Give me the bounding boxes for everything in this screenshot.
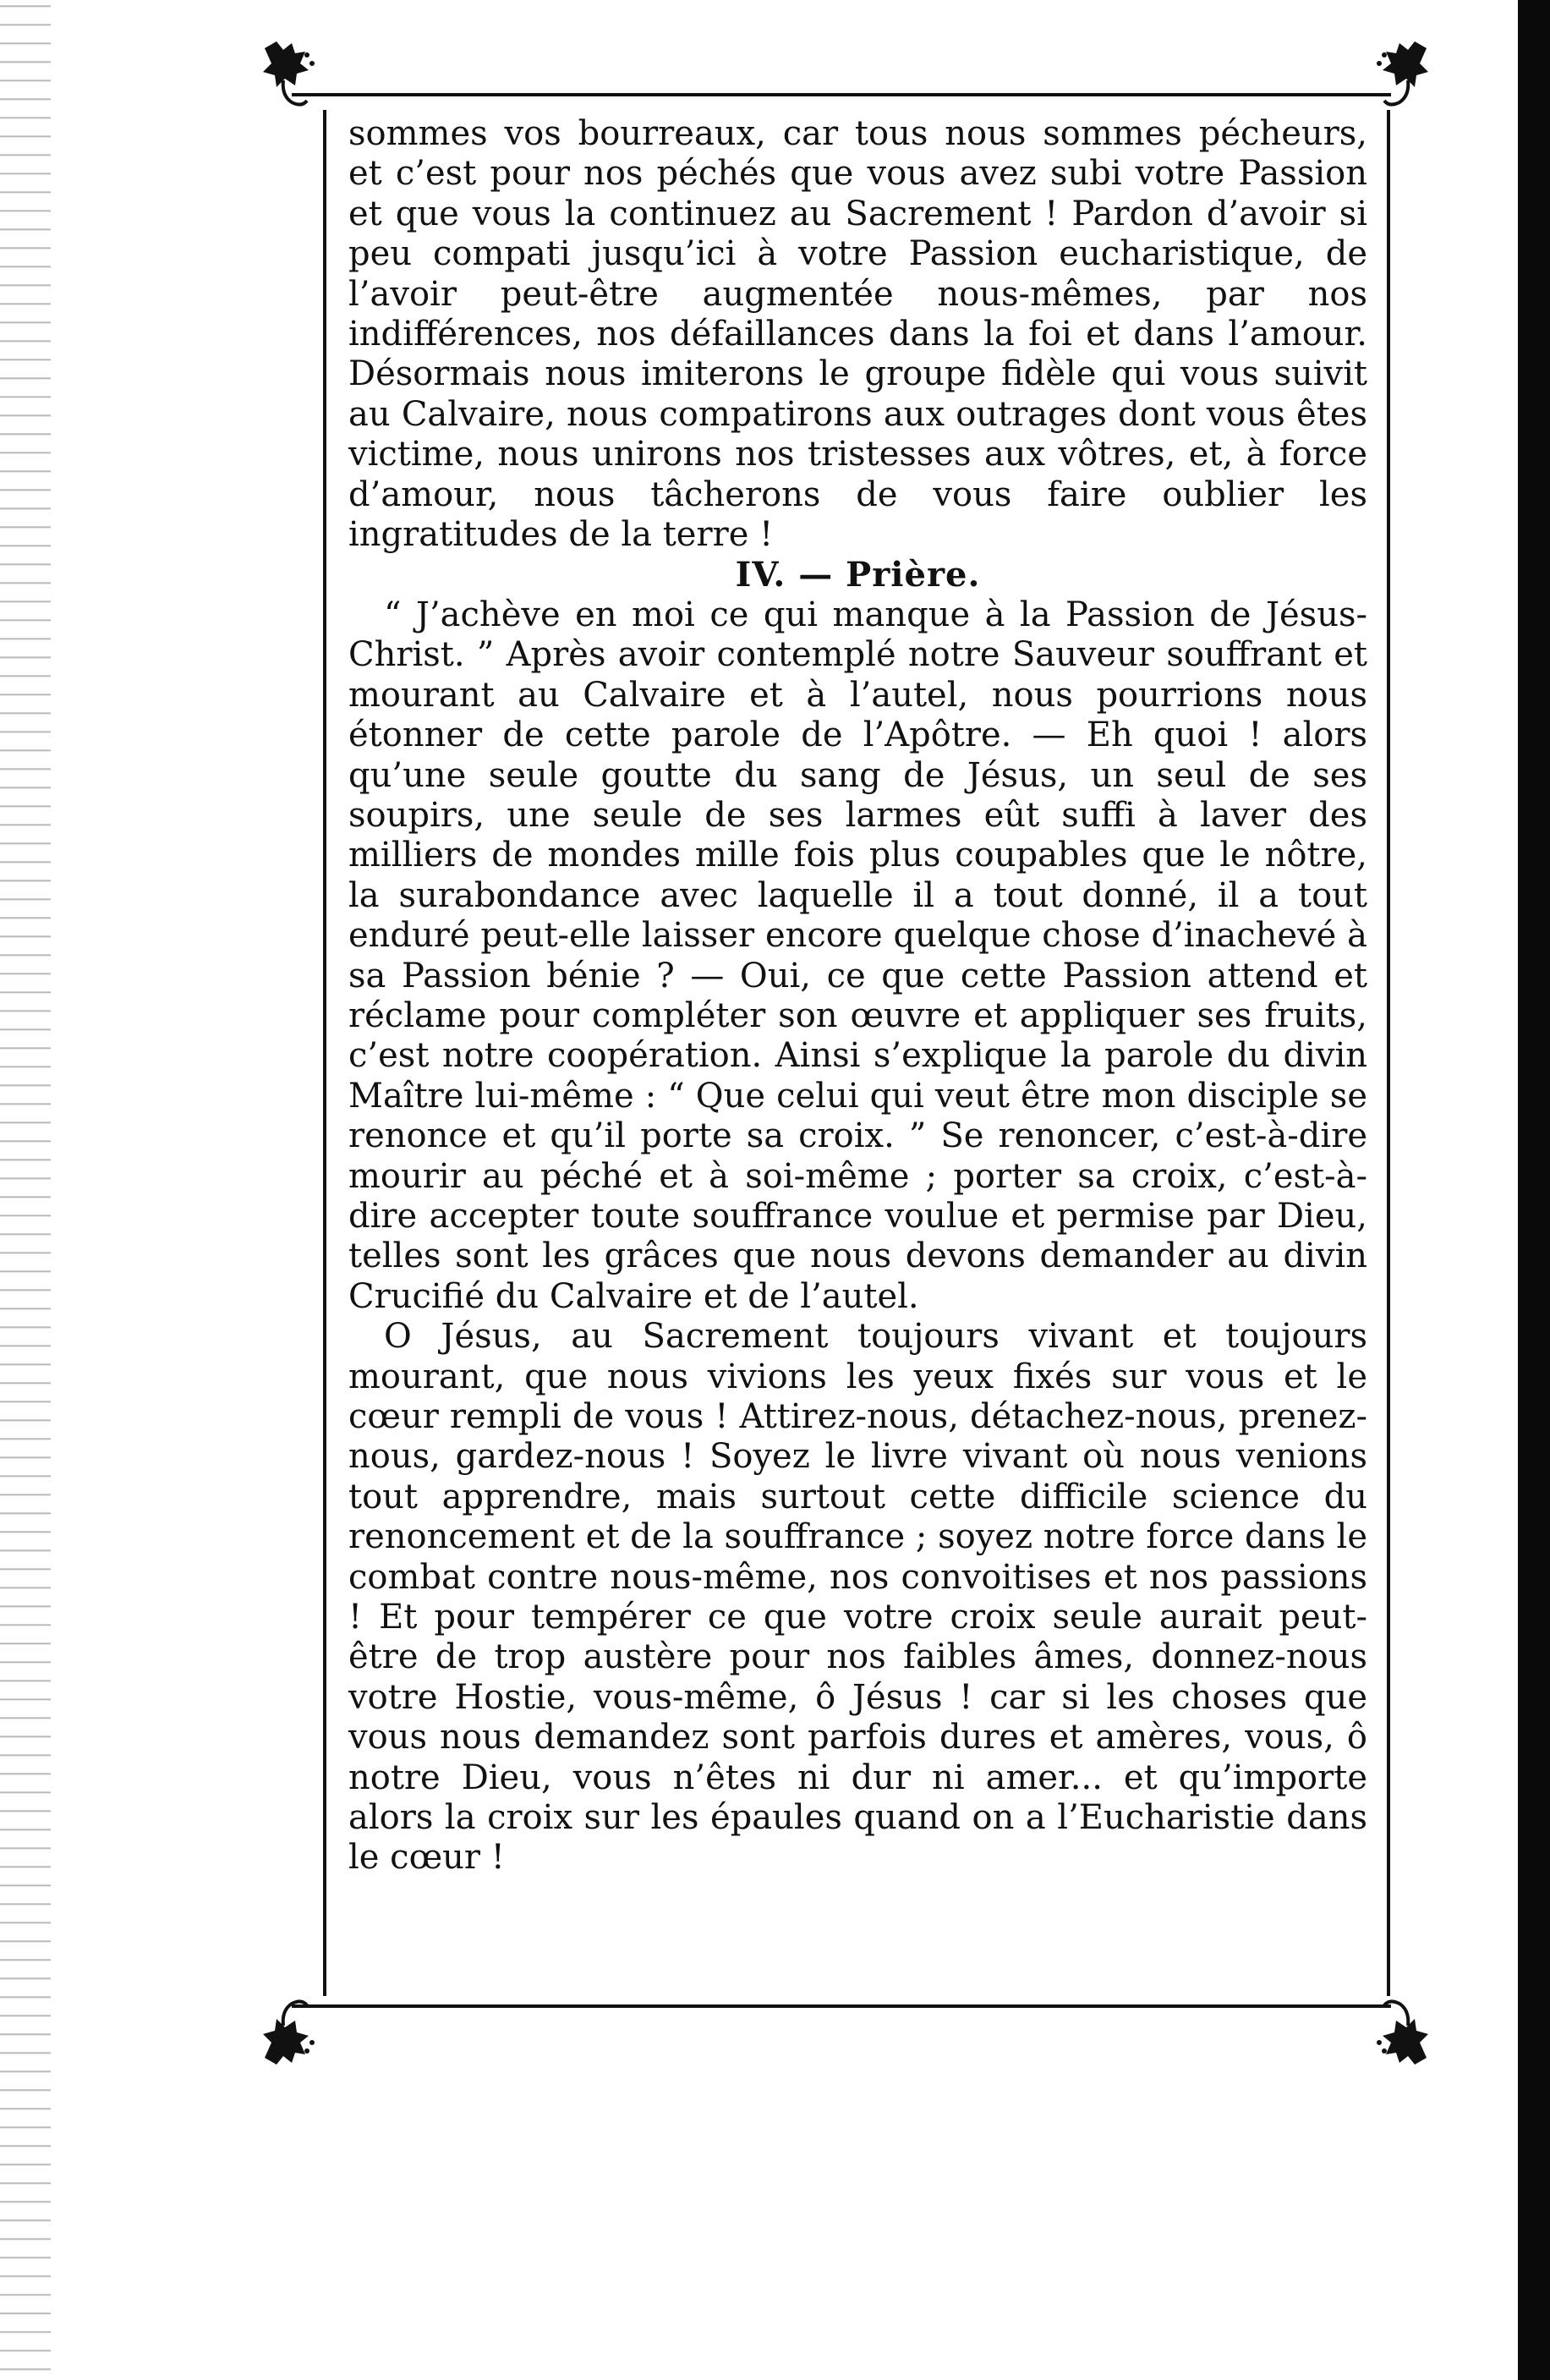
- page-text: [348, 114, 1367, 1878]
- vine-leaf-icon: [1374, 38, 1433, 114]
- vine-leaf-icon: [1374, 1992, 1433, 2068]
- vine-leaf-icon: [258, 1992, 317, 2068]
- vine-leaf-icon: [258, 38, 317, 114]
- scan-binding-edge: [0, 0, 51, 2380]
- frame-rule-right: [1387, 110, 1390, 1996]
- frame-rule-left: [323, 110, 326, 1996]
- paragraph: “ J’achève en moi ce qui manque à la Passion de Jésus-Christ. ” Après avoir contemplé notre Sauveur souffrant et mourant au Calvaire et à l’autel, nous pourrions nous étonner de cette parole de l’Apôtre. — Eh quoi ! alors qu’une seule goutte du sang de Jésus, un seul de ses soupirs, une seule de ses larmes eût suffi à laver des milliers de mondes mille fois plus coupables que le nôtre, la surabondance avec laquelle il a tout donné, il a tout enduré peut-elle laisser encore quelque chose d’inachevé à sa Passion bénie ? — Oui, ce que cette Passion attend et réclame pour compléter son œuvre et appliquer ses fruits, c’est notre coopération. Ainsi s’explique la parole du divin Maître lui-même : “ Que celui qui veut être mon disciple se renonce et qu’il porte sa croix. ” Se renoncer, c’est-à-dire mourir au péché et à soi-même ; porter sa croix, c’est-à-dire accepter toute souffrance voulue et permise par Dieu, telles sont les grâces que nous devons demander au divin Crucifié du Calvaire et de l’autel.: [348, 595, 1367, 1316]
- paragraph: O Jésus, au Sacrement toujours vivant et toujours mourant, que nous vivions les yeux fixés sur vous et le cœur rempli de vous ! Attirez-nous, détachez-nous, prenez-nous, gardez-nous ! Soyez le livre vivant où nous venions tout apprendre, mais surtout cette difficile science du renoncement et de la souffrance ; soyez notre force dans le combat contre nous-même, nos convoitises et nos passions ! Et pour tempérer ce que votre croix seule aurait peut-être de trop austère pour nos faibles âmes, donnez-nous votre Hostie, vous-même, ô Jésus ! car si les choses que vous nous demandez sont parfois dures et amères, vous, ô notre Dieu, vous n’êtes ni dur ni amer... et qu’importe alors la croix sur les épaules quand on a l’Eucharistie dans le cœur !: [348, 1317, 1367, 1878]
- frame-rule-top: [292, 93, 1391, 96]
- frame-rule-bottom: [292, 2004, 1391, 2008]
- paragraph: sommes vos bourreaux, car tous nous sommes pécheurs, et c’est pour nos péchés que vous avez subi votre Passion et que vous la continuez au Sacrement ! Pardon d’avoir si peu compati jusqu’ici à votre Passion eucharistique, de l’avoir peut-être augmentée nous-mêmes, par nos indifférences, nos défaillances dans la foi et dans l’amour. Désormais nous imiterons le groupe fidèle qui vous suivit au Calvaire, nous compatirons aux outrages dont vous êtes victime, nous unirons nos tristesses aux vôtres, et, à force d’amour, nous tâcherons de vous faire oublier les ingratitudes de la terre !: [348, 114, 1367, 555]
- scan-dark-edge: [1518, 0, 1550, 2380]
- section-heading: IV. — Prière.: [735, 555, 981, 595]
